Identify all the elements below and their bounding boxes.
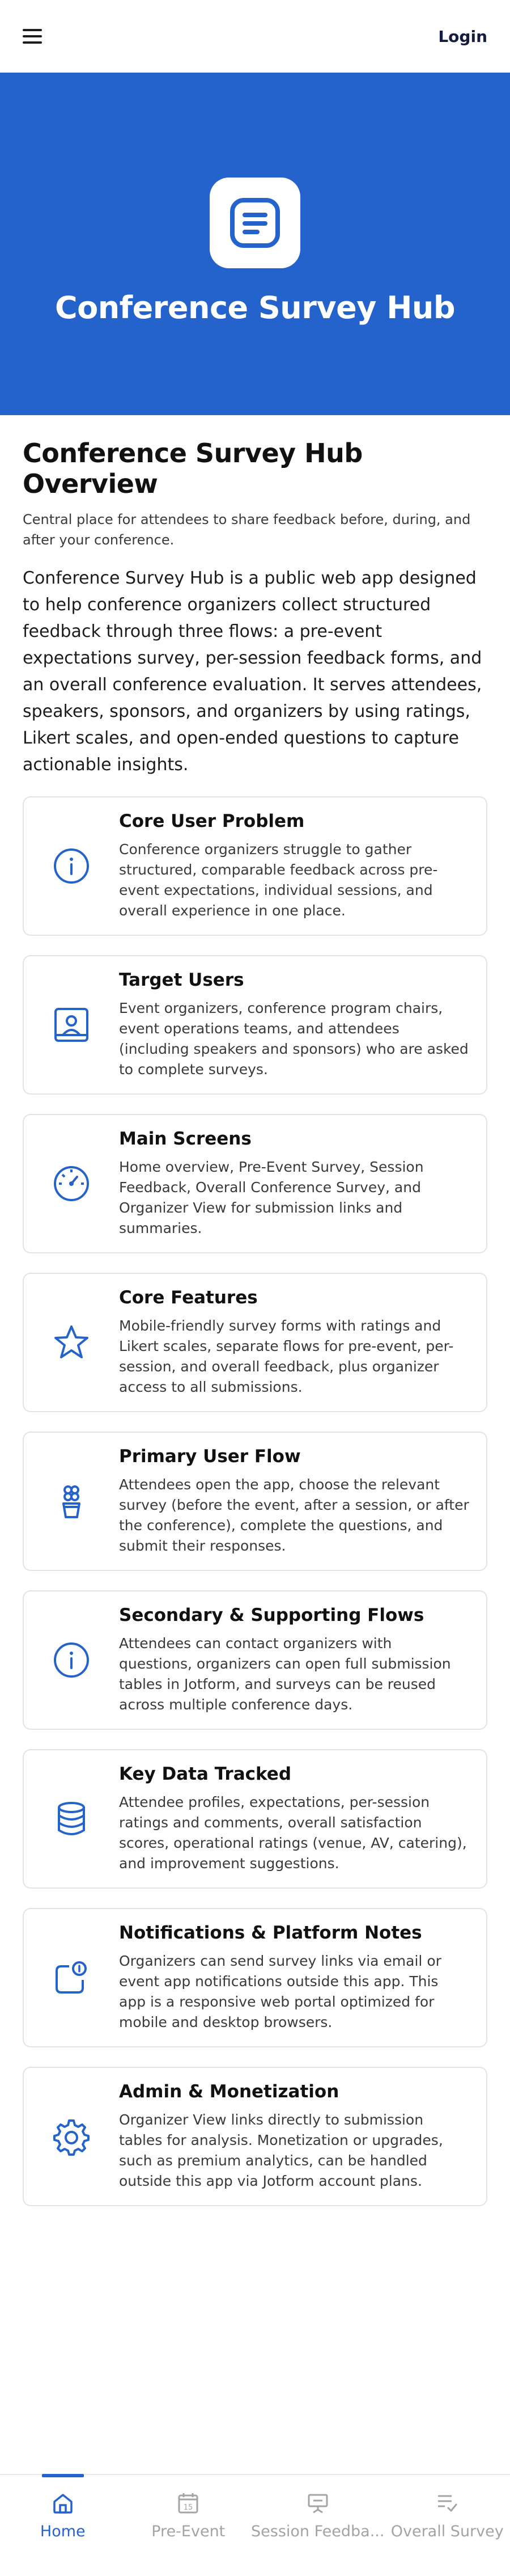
feature-card-list [23, 796, 487, 2206]
overview-description: Conference Survey Hub is a public web app designed to help conference organizers collect structured feedback through three flows: a pre-event expectations survey, per-session feedback forms, and an overall conference evaluation. It serves attendees, speakers, sponsors, and organizers by using ratings, Likert scales, and open-ended questions to capture actionable insights. [23, 568, 482, 775]
tab-home[interactable] [0, 2475, 126, 2576]
card-title: Key Data Tracked [119, 1764, 292, 1784]
dashboard-gauge-icon [24, 1164, 119, 1203]
card-text: Home overview, Pre-Event Survey, Session Feedback, Overall Conference Survey, and Organizer View for submission links and summaries. [119, 1159, 424, 1236]
card-title: Admin & Monetization [119, 2081, 339, 2102]
gear-icon [24, 2117, 119, 2156]
tab-session-feedback[interactable] [251, 2475, 384, 2576]
tab-label: Overall Survey [390, 2523, 504, 2540]
tab-label: Pre-Event [151, 2523, 226, 2540]
notification-icon [24, 1958, 119, 1997]
bottom-tab-bar [0, 2474, 510, 2576]
card-text: Conference organizers struggle to gather structured, comparable feedback across pre-event expectations, individual sessions, and overall experience in one place. [119, 841, 438, 919]
calendar-icon [176, 2491, 201, 2516]
home-icon [50, 2491, 75, 2516]
feature-card [23, 1273, 487, 1412]
tab-overall-survey[interactable] [384, 2475, 510, 2576]
flower-pot-icon [24, 1482, 119, 1521]
main-content [23, 415, 487, 2206]
card-title: Main Screens [119, 1129, 252, 1149]
database-icon [24, 1800, 119, 1838]
top-bar [0, 0, 510, 73]
feature-card [23, 1114, 487, 1253]
tab-label: Home [40, 2523, 86, 2540]
card-text: Mobile-friendly survey forms with ratings and Likert scales, separate flows for pre-event, per-session, and overall feedback, plus organizer access to all submissions. [119, 1317, 454, 1395]
card-text: Attendee profiles, expectations, per-session ratings and comments, overall satisfaction scores, operational ratings (venue, AV, catering), and improvement suggestions. [119, 1794, 467, 1872]
hero-title: Conference Survey Hub [54, 290, 455, 326]
feature-card [23, 796, 487, 936]
hamburger-menu-icon[interactable] [23, 26, 43, 47]
card-text: Event organizers, conference program chairs, event operations teams, and attendees (including speakers and sponsors) who are asked to complete surveys. [119, 1000, 469, 1078]
page-subtitle: Central place for attendees to share feedback before, during, and after your conference. [23, 512, 471, 548]
card-title: Core User Problem [119, 811, 305, 831]
feature-card [23, 1590, 487, 1730]
feature-card [23, 955, 487, 1095]
card-title: Core Features [119, 1287, 258, 1308]
info-icon [24, 847, 119, 885]
hero-banner [0, 73, 510, 415]
page-title: Conference Survey Hub Overview [23, 438, 363, 499]
card-text: Organizer View links directly to submission tables for analysis. Monetization or upgrades, such as premium analytics, can be handled outside this app via Jotform account plans. [119, 2112, 443, 2189]
feature-card [23, 2067, 487, 2206]
calendar-day-label: 15 [183, 2503, 193, 2512]
active-tab-indicator [42, 2474, 84, 2477]
card-title: Target Users [119, 970, 244, 990]
app-logo-icon [210, 178, 300, 268]
info-icon [24, 1641, 119, 1679]
feature-card [23, 1908, 487, 2047]
card-title: Notifications & Platform Notes [119, 1923, 422, 1943]
card-title: Secondary & Supporting Flows [119, 1605, 424, 1625]
login-button[interactable]: Login [438, 27, 487, 46]
presentation-icon [305, 2491, 330, 2516]
tab-pre-event[interactable] [126, 2475, 252, 2576]
feature-card [23, 1749, 487, 1889]
user-badge-icon [24, 1006, 119, 1044]
card-title: Primary User Flow [119, 1446, 301, 1467]
card-text: Attendees can contact organizers with questions, organizers can open full submission tables in Jotform, and surveys can be reused across multiple conference days. [119, 1635, 451, 1713]
card-text: Organizers can send survey links via email or event app notifications outside this app. This app is a responsive web portal optimized for mobile and desktop browsers. [119, 1953, 441, 2030]
tab-label: Session Feedba... [251, 2523, 385, 2540]
star-icon [24, 1323, 119, 1362]
checklist-icon [435, 2491, 460, 2516]
feature-card [23, 1431, 487, 1571]
card-text: Attendees open the app, choose the relevant survey (before the event, after a session, or after the conference), complete the questions, and submit their responses. [119, 1476, 469, 1554]
